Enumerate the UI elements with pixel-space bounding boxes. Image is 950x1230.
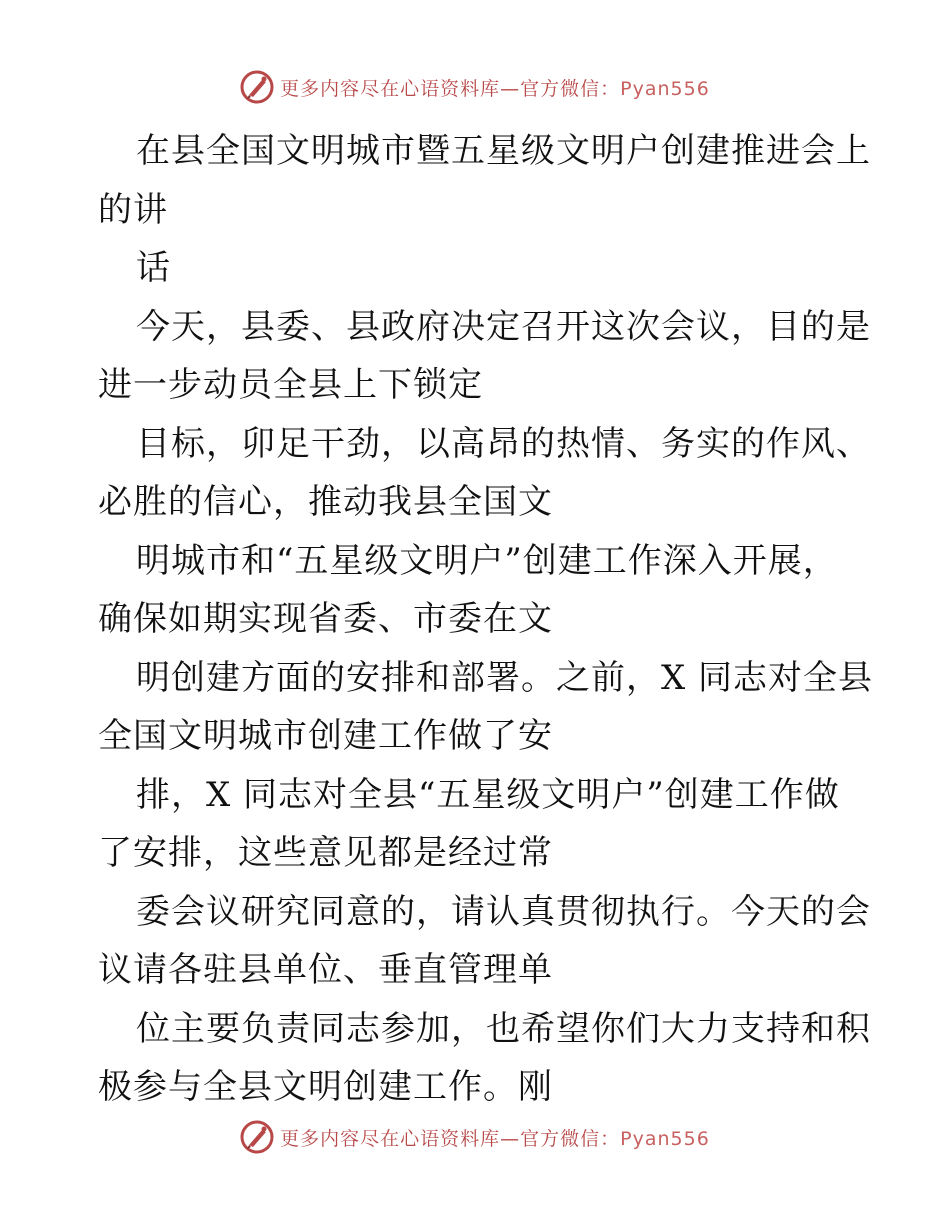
text-line: 的讲: [98, 189, 168, 230]
text-line: 位主要负责同志参加，也希望你们大力支持和积: [136, 1008, 871, 1049]
text-line: 议请各驻县单位、垂直管理单: [98, 950, 553, 990]
watermark-wechat-id: Pyan556: [620, 1127, 710, 1150]
text-line: 今天，县委、县政府决定召开这次会议，目的是: [136, 306, 871, 347]
text-line: 确保如期实现省委、市委在文: [98, 599, 553, 639]
text-line: 必胜的信心，推动我县全国文: [98, 482, 553, 522]
text-line: 排，X 同志对全县“五星级文明户”创建工作做: [136, 774, 840, 815]
text-line: 全国文明城市创建工作做了安: [98, 716, 553, 756]
watermark-text: 更多内容尽在心语资料库—官方微信：Pyan556: [280, 77, 710, 100]
document-body: [98, 122, 874, 1117]
watermark-wechat-id: Pyan556: [620, 77, 710, 100]
header-watermark: [0, 70, 950, 104]
footer-watermark: [0, 1120, 950, 1154]
text-line: 委会议研究同意的，请认真贯彻执行。今天的会: [136, 891, 871, 932]
text-line: 明创建方面的安排和部署。之前，X 同志对全县: [136, 657, 874, 698]
text-line: 进一步动员全县上下锁定: [98, 365, 483, 405]
text-line: 极参与全县文明创建工作。刚: [98, 1067, 553, 1107]
watermark-text: 更多内容尽在心语资料库—官方微信：Pyan556: [280, 1127, 710, 1150]
text-line: 在县全国文明城市暨五星级文明户创建推进会上: [136, 131, 871, 171]
quill-pen-logo-icon: [240, 1120, 274, 1154]
text-line: 话: [136, 248, 171, 288]
quill-pen-logo-icon: [240, 70, 274, 104]
text-line: 目标，卯足干劲，以高昂的热情、务实的作风、: [136, 423, 871, 464]
text-line: 了安排，这些意见都是经过常: [98, 833, 553, 873]
text-line: 明城市和“五星级文明户”创建工作深入开展，: [136, 540, 838, 581]
